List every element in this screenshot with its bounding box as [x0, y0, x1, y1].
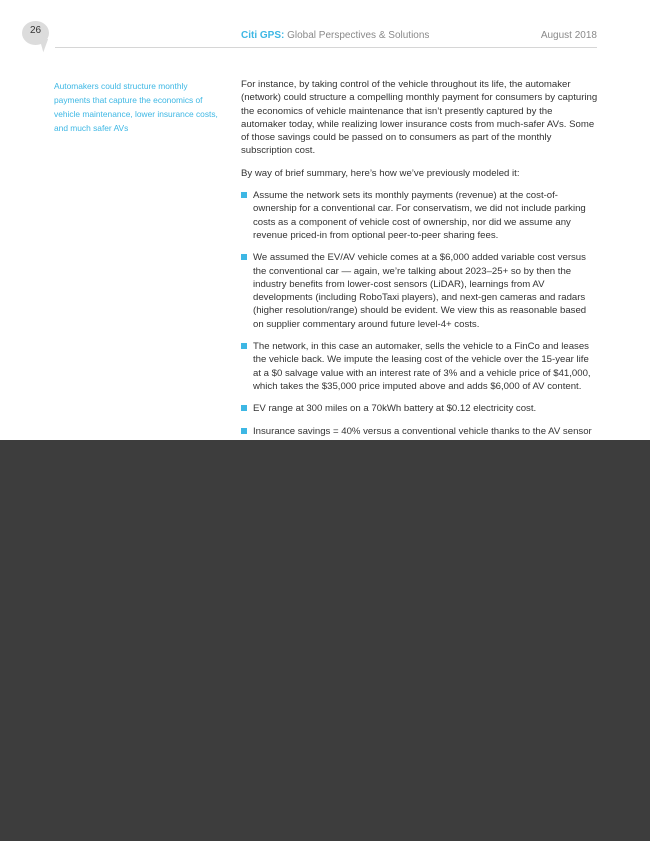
header-divider [55, 47, 597, 48]
paragraph: By way of brief summary, here’s how we’ve previously modeled it: [241, 167, 520, 179]
list-item [241, 251, 598, 331]
publication-date: August 2018 [540, 30, 597, 41]
main-body [241, 78, 598, 460]
list-item-text: Insurance savings = 40% versus a conventional vehicle thanks to the AV sensor [253, 425, 592, 437]
list-item [241, 189, 598, 242]
list-item-text: Assume the network sets its monthly payments (revenue) at the cost-of-ownership for a conventional car. For conservatism, we did not include parking costs as a component of vehicle cost of ownership, nor did we assume any revenue priced-in from optional peer-to-peer sharing fees. [253, 190, 586, 241]
list-item-text: The network, in this case an automaker, sells the vehicle to a FinCo and leases the vehicle back. We impute the leasing cost of the vehicle over the 15-year life at a $0 salvage value with an interest rate of 3% and a vehicle price of $41,000, which takes the $35,000 price imputed above and adds $6,000 of AV content. [253, 341, 591, 392]
page-number-badge [22, 21, 49, 45]
brand-name: Citi GPS: [241, 30, 285, 41]
square-bullet-icon [241, 192, 247, 198]
page-number: 26 [29, 25, 42, 36]
list-item [241, 402, 598, 415]
square-bullet-icon [241, 428, 247, 434]
publication-title [241, 30, 429, 41]
publication-subtitle: Global Perspectives & Solutions [284, 30, 430, 41]
dark-overlay-panel [0, 440, 650, 841]
paragraph: For instance, by taking control of the vehicle throughout its life, the automaker (network) could structure a compelling monthly payment for consumers by capturing the economics of vehicle maintenance that isn’t presently captured by the automaker today, while realizing lower insurance costs from much-safer AVs. Some of those savings could be passed on to consumers as part of the monthly subscription cost. [241, 79, 598, 157]
list-item [241, 340, 598, 393]
square-bullet-icon [241, 254, 247, 260]
bullet-list [241, 189, 598, 451]
square-bullet-icon [241, 343, 247, 349]
list-item-text: We assumed the EV/AV vehicle comes at a $6,000 added variable cost versus the conventional car — again, we’re talking about 2023–25+ so by then the industry benefits from lower-cost sensors (LiDAR), learnings from AV developments (including RoboTaxi players), and next-gen cameras and radars (higher resolution/range) should be evident. We view this as reasonable based on supplier commentary around future level-4+ costs. [253, 252, 587, 330]
sidebar-note: Automakers could structure monthly payments that capture the economics of vehicle maintenance, lower insurance costs, and much safer AVs [54, 81, 218, 133]
square-bullet-icon [241, 405, 247, 411]
list-item-text: EV range at 300 miles on a 70kWh battery at $0.12 electricity cost. [253, 403, 537, 415]
